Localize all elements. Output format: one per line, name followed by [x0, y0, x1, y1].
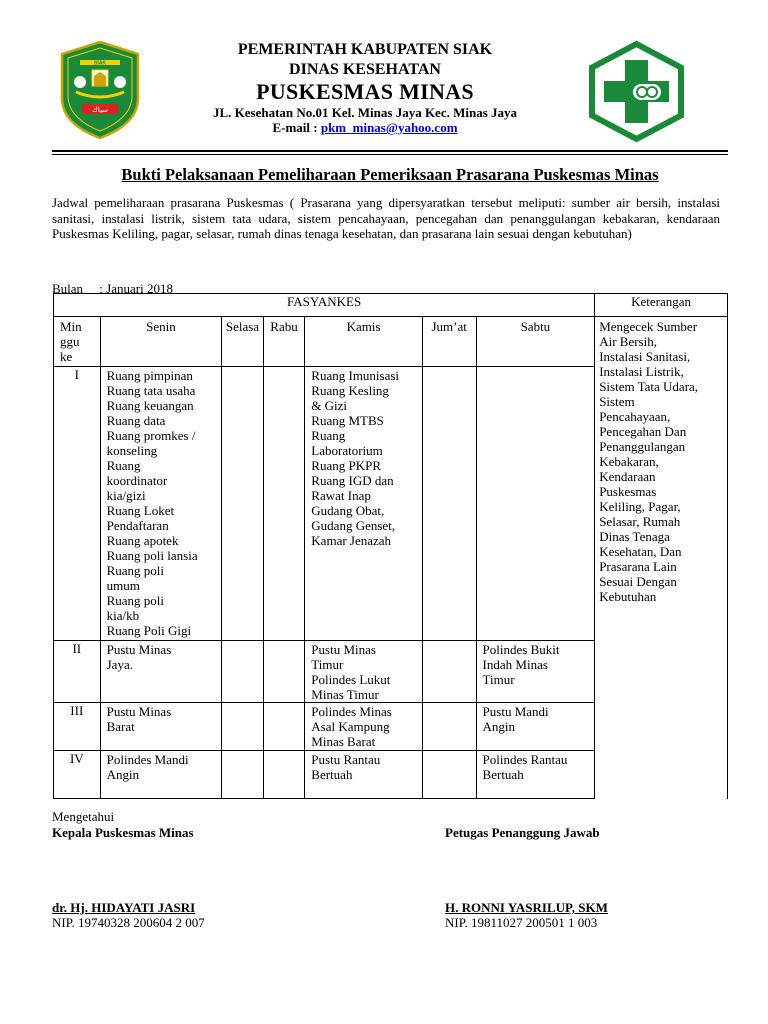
kamis-cell [305, 703, 423, 751]
cell-line: Mengecek Sumber [599, 319, 698, 334]
cell-line: Polindes Rantau [482, 752, 568, 767]
logo-left-text: SIAK [94, 60, 106, 67]
cell-line: Air Bersih, [599, 334, 657, 349]
cell-line: Gudang Obat, [311, 503, 385, 518]
cell-line: Timur [311, 657, 344, 672]
keterangan-header: Keterangan [595, 294, 728, 317]
senin-cell [100, 367, 222, 641]
siak-regency-logo [58, 40, 142, 140]
keterangan-cell [595, 317, 728, 799]
week-cell: II [54, 641, 101, 703]
kamis-cell [305, 641, 423, 703]
cell-line: kia/gizi [106, 488, 146, 503]
cell-line: Sistem Tata Udara, [599, 379, 699, 394]
selasa-cell [222, 641, 264, 703]
col-jumat-header: Jum’at [422, 317, 476, 367]
col-minggu-line: ke [60, 349, 73, 364]
cell-line: Ruang Kesling [311, 383, 389, 398]
officer-nip: NIP. 19811027 200501 1 003 [445, 915, 598, 930]
selasa-cell [222, 703, 264, 751]
cell-line: Pustu Mandi [482, 704, 549, 719]
officer-name: H. RONNI YASRILUP, SKM [445, 900, 608, 915]
col-minggu-line: Min [60, 319, 82, 334]
jumat-cell [422, 367, 476, 641]
cell-line: Ruang pimpinan [106, 368, 193, 383]
cell-line: Angin [106, 767, 140, 782]
jumat-cell [422, 751, 476, 799]
senin-cell [100, 751, 222, 799]
officer-title: Petugas Penanggung Jawab [445, 825, 600, 840]
cell-line: Gudang Genset, [311, 518, 396, 533]
cell-line: Indah Minas [482, 657, 548, 672]
rabu-cell [263, 641, 305, 703]
sabtu-cell [476, 751, 595, 799]
cell-line: Kebakaran, [599, 454, 659, 469]
cell-line: Pencegahan Dan [599, 424, 687, 439]
header-rule-thin [52, 154, 728, 155]
email-label: E-mail : [272, 120, 321, 135]
cell-line: Angin [482, 719, 516, 734]
acknowledged-label: Mengetahui [52, 809, 115, 824]
cell-line: Timur [482, 672, 515, 687]
col-rabu-header: Rabu [263, 317, 305, 367]
rabu-cell [263, 751, 305, 799]
cell-line: Bertuah [311, 767, 353, 782]
cell-line: konseling [106, 443, 158, 458]
intro-paragraph: Jadwal pemeliharaan prasarana Puskesmas ( Prasarana yang dipersyaratkan tersebut meliputi: sumber air bersih, instalasi sanitasi, instalasi listrik, sistem tata udara, sistem pencahayaan, pencegahan dan penanggulangan kebakaran, kendaraan Puskesmas Keliling, pagar, selasar, rumah dinas tenaga kesehatan, dan prasarana lain sesuai dengan kebutuhan) [52, 195, 720, 241]
cell-line: Polindes Bukit [482, 642, 560, 657]
fasyankes-header: FASYANKES [54, 294, 595, 317]
cell-line: Ruang poli [106, 593, 165, 608]
cell-line: umum [106, 578, 140, 593]
selasa-cell [222, 751, 264, 799]
col-kamis-header: Kamis [305, 317, 423, 367]
cell-line: Rawat Inap [311, 488, 371, 503]
cell-line: Ruang promkes / [106, 428, 196, 443]
cell-line: Polindes Mandi [106, 752, 189, 767]
cell-line: Instalasi Sanitasi, [599, 349, 691, 364]
kamis-cell [305, 367, 423, 641]
cell-line: Asal Kampung [311, 719, 390, 734]
cell-line: Kamar Jenazah [311, 533, 392, 548]
cell-line: Kesehatan, Dan [599, 544, 682, 559]
header-address: JL. Kesehatan No.01 Kel. Minas Jaya Kec. Minas Jaya [212, 105, 518, 120]
cell-line: Ruang data [106, 413, 166, 428]
header-email-line [150, 120, 580, 136]
cell-line: Puskesmas [599, 484, 657, 499]
cell-line: Ruang tata usaha [106, 383, 196, 398]
cell-line: Kebutuhan [599, 589, 657, 604]
cell-line: Ruang MTBS [311, 413, 384, 428]
sabtu-cell [476, 641, 595, 703]
cell-line: Pustu Minas [311, 642, 376, 657]
week-cell: IV [54, 751, 101, 799]
cell-line: Sistem [599, 394, 635, 409]
cell-line: Ruang Imunisasi [311, 368, 400, 383]
cell-line: Kendaraan [599, 469, 656, 484]
senin-cell [100, 641, 222, 703]
cell-line: Ruang IGD dan [311, 473, 394, 488]
cell-line: Ruang [311, 428, 346, 443]
cell-line: Barat [106, 719, 135, 734]
head-name: dr. Hj. HIDAYATI JASRI [52, 900, 196, 915]
rabu-cell [263, 367, 305, 641]
cell-line: Ruang [106, 458, 141, 473]
selasa-cell [222, 367, 264, 641]
cell-line: Minas Barat [311, 734, 376, 749]
cell-line: Polindes Lukut [311, 672, 391, 687]
cell-line: Ruang Poli Gigi [106, 623, 192, 638]
cell-line: Bertuah [482, 767, 524, 782]
month-label: Bulan : Januari 2018 [52, 281, 173, 296]
col-selasa-header: Selasa [222, 317, 264, 367]
cell-line: Keliling, Pagar, [599, 499, 681, 514]
col-minggu-line: ggu [60, 334, 80, 349]
col-minggu-header [54, 317, 101, 367]
cell-line: Ruang PKPR [311, 458, 382, 473]
cell-line: koordinator [106, 473, 168, 488]
cell-line: Sesuai Dengan [599, 574, 677, 589]
maintenance-schedule-table [53, 293, 728, 799]
cell-line: Pustu Rantau [311, 752, 381, 767]
header-rule-thick [52, 150, 728, 152]
cell-line: Pustu Minas [106, 642, 172, 657]
sabtu-cell [476, 367, 595, 641]
cell-line: kia/kb [106, 608, 140, 623]
email-link[interactable]: pkm_minas@yahoo.com [320, 120, 458, 135]
jumat-cell [422, 641, 476, 703]
head-nip: NIP. 19740328 200604 2 007 [52, 915, 205, 930]
svg-text:سياك: سياك [92, 106, 108, 114]
week-cell: I [54, 367, 101, 641]
kamis-cell [305, 751, 423, 799]
cell-line: Minas Timur [311, 687, 379, 702]
cell-line: Prasarana Lain [599, 559, 677, 574]
sabtu-cell [476, 703, 595, 751]
header-department: DINAS KESEHATAN [289, 61, 441, 78]
cell-line: Dinas Tenaga [599, 529, 670, 544]
cell-line: Pendaftaran [106, 518, 169, 533]
cell-line: Penanggulangan [599, 439, 686, 454]
senin-cell [100, 703, 222, 751]
header-institution: PUSKESMAS MINAS [256, 79, 474, 104]
cell-line: Ruang apotek [106, 533, 179, 548]
header-government: PEMERINTAH KABUPATEN SIAK [237, 41, 493, 58]
cell-line: Jaya. [106, 657, 133, 672]
cell-line: & Gizi [311, 398, 348, 413]
cell-line: Ruang poli [106, 563, 165, 578]
cell-line: Ruang keuangan [106, 398, 194, 413]
cell-line: Polindes Minas [311, 704, 392, 719]
col-senin-header: Senin [100, 317, 222, 367]
cell-line: Pencahayaan, [599, 409, 671, 424]
cell-line: Pustu Minas [106, 704, 172, 719]
col-sabtu-header: Sabtu [476, 317, 595, 367]
cell-line: Selasar, Rumah [599, 514, 681, 529]
cell-line: Instalasi Listrik, [599, 364, 684, 379]
jumat-cell [422, 703, 476, 751]
puskesmas-logo [585, 40, 688, 143]
rabu-cell [263, 703, 305, 751]
cell-line: Ruang poli lansia [106, 548, 198, 563]
cell-line: Laboratorium [311, 443, 383, 458]
cell-line: Ruang Loket [106, 503, 175, 518]
head-title: Kepala Puskesmas Minas [52, 825, 194, 840]
document-title: Bukti Pelaksanaan Pemeliharaan Pemeriksaan Prasarana Puskesmas Minas [121, 165, 659, 184]
week-cell: III [54, 703, 101, 751]
